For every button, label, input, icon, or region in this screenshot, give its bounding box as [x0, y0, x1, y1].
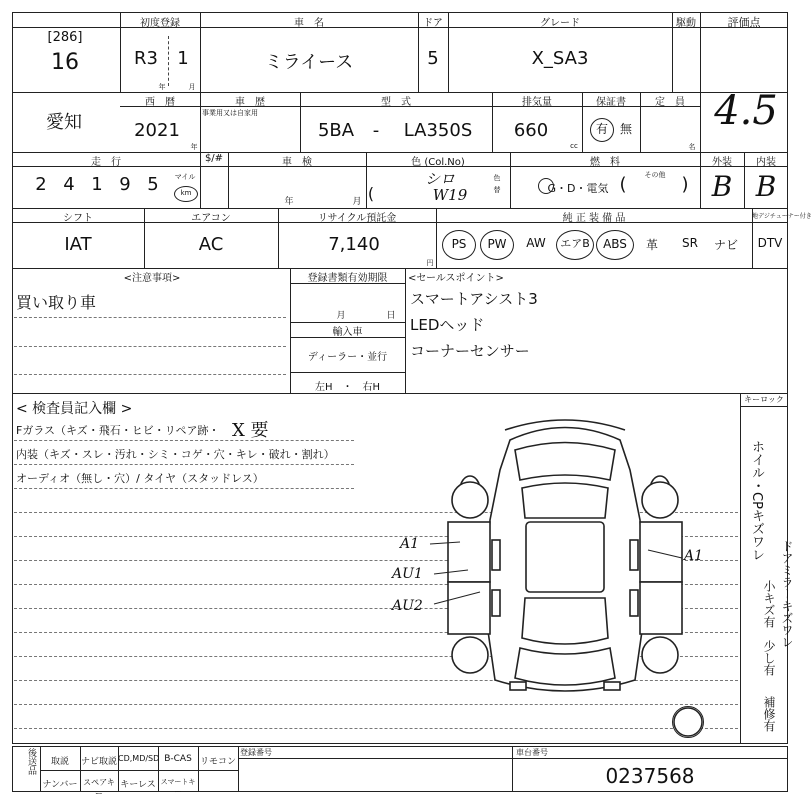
car-name: ミライース	[264, 52, 354, 73]
door-label: ドア	[423, 18, 443, 29]
side-note-repaired: 補修有	[762, 696, 776, 732]
lot-number: 16	[51, 50, 79, 75]
fuel-other: その他	[644, 171, 666, 179]
car-name-label: 車 名	[294, 18, 324, 29]
inspection-line-audio: オーディオ（無し・穴）/ タイヤ（スタッドレス）	[16, 472, 264, 485]
warranty-label: 保証書	[596, 97, 626, 108]
year-label: 年	[158, 83, 166, 91]
glass-note: X 要	[232, 420, 269, 441]
inspection-year: 年	[284, 197, 294, 207]
model-dash: -	[372, 120, 380, 141]
eval-label: 評価点	[727, 16, 761, 29]
mileage-digits	[30, 174, 170, 202]
damage-mark-left-front: A1	[400, 536, 420, 552]
equip-navi: ナビ	[713, 238, 738, 252]
paren-fuel-close: )	[681, 174, 689, 195]
first-reg-label: 初度登録	[140, 18, 180, 29]
color-label: 色 (Col.No)	[411, 157, 465, 168]
equip-dtv: DTV	[757, 236, 783, 250]
handle: 左H ・ 右H	[314, 382, 381, 393]
equip-abs: ABS	[596, 230, 634, 260]
damage-mark-left-rear: AU2	[392, 598, 423, 614]
displacement: 660	[513, 120, 549, 141]
chassis-label: 車台番号	[516, 748, 548, 757]
side-note-small-scratch: 小キズ有	[762, 580, 776, 628]
keyless-label: キーロック	[744, 395, 784, 404]
reg-doc-day: 日	[386, 311, 396, 321]
year-label-2: 年	[190, 143, 198, 151]
capacity-label: 定 員	[655, 97, 685, 108]
warranty-yes: 有	[590, 118, 614, 142]
tuner-label: 地デジチューナー付き	[752, 213, 812, 220]
mark-lines	[390, 530, 720, 620]
shift-label: シフト	[63, 213, 93, 224]
exterior-grade: B	[711, 170, 733, 203]
equip-ps: PS	[442, 230, 476, 260]
sales-label: <セールスポイント>	[408, 273, 504, 284]
damage-mark-right: A1	[684, 548, 704, 564]
sales-point: コーナーセンサー	[410, 342, 530, 360]
side-note-mirror: ドアミラーキズワレ	[780, 540, 794, 648]
displacement-label: 排気量	[522, 97, 552, 108]
fuel-label: 燃 料	[590, 157, 620, 168]
interior-label: 内装	[756, 157, 776, 168]
sales-point: LEDヘッド	[410, 316, 485, 334]
grade: X_SA3	[531, 48, 589, 69]
import-label: 輸入車	[332, 327, 363, 338]
shareki-label: 車 歴	[235, 97, 265, 108]
mileage-digit: 9	[119, 174, 131, 195]
footer-item-cdmd: CD,MD/SD	[118, 754, 160, 763]
shift: IAT	[64, 234, 92, 255]
drive-label: 駆動	[676, 18, 696, 29]
spare-circle	[672, 706, 704, 738]
lot-label: [286]	[47, 30, 83, 45]
caution-text: 買い取り車	[16, 293, 97, 312]
first-reg-month: 1	[177, 48, 189, 69]
reg-number-label: 登録番号	[240, 748, 272, 757]
damage-mark-left-door: AU1	[392, 566, 423, 582]
interior-grade: B	[755, 170, 777, 203]
model-prefix: 5BA	[317, 120, 355, 141]
side-note-slight: 少し有	[762, 640, 776, 676]
inspection-line-interior: 内装（キズ・スレ・汚れ・シミ・コゲ・穴・キレ・破れ・割れ）	[16, 448, 335, 461]
year: 2021	[134, 120, 180, 141]
model-label: 型 式	[381, 97, 411, 108]
equip-aw: AW	[526, 236, 546, 250]
footer-item-bcas: B-CAS	[164, 754, 192, 764]
cc-label: cc	[570, 142, 578, 150]
mileage-digit: 4	[63, 174, 75, 195]
recycle-amount: 7,140	[328, 234, 380, 255]
mileage-digit: 5	[147, 174, 159, 195]
month-label: 月	[188, 83, 196, 91]
ac: AC	[198, 234, 224, 255]
first-reg-era: R3	[134, 48, 158, 69]
footer-item-number: ナンバー	[42, 780, 78, 790]
mile-label: マイル	[174, 173, 196, 181]
paren-open: (	[367, 184, 375, 203]
footer-item-spare-key: スペアキー	[83, 778, 115, 798]
yen-label: 円	[426, 259, 434, 267]
ac-label: エアコン	[191, 213, 231, 224]
inspection-title: < 検査員記入欄 >	[16, 401, 133, 417]
color-change-label: 色替	[493, 174, 501, 194]
import-type: ディーラー・並行	[307, 352, 388, 363]
caution-label: <注意事項>	[123, 273, 181, 284]
recycle-label: リサイクル預託金	[317, 213, 397, 224]
grade-label: グレード	[540, 18, 580, 29]
equip-airbag: エアB	[556, 230, 594, 260]
inspection-month: 月	[352, 197, 362, 207]
inspection-line-glass: Fガラス（キズ・飛石・ヒビ・リペア跡・	[16, 424, 220, 437]
shareki-note: 事業用又は自家用	[202, 109, 258, 117]
footer-side-label: 後送品	[26, 748, 36, 775]
equipment-label: 純 正 装 備 品	[562, 213, 626, 224]
footer-item-manual: 取説	[50, 757, 69, 767]
mileage-digit: 1	[91, 174, 103, 195]
eval-score: 4.5	[714, 88, 778, 134]
prefecture: 愛知	[46, 112, 82, 133]
fuel-g-circle	[538, 178, 554, 194]
equip-leather: 革	[645, 238, 658, 252]
color-code: W19	[432, 186, 468, 204]
warranty-no: 無	[619, 122, 632, 136]
footer-item-keyless: キーレス	[120, 780, 156, 790]
chassis-number: 0237568	[605, 764, 695, 788]
inspection-label: 車 検	[282, 157, 312, 168]
model: LA350S	[403, 120, 473, 141]
capacity-unit: 名	[688, 143, 696, 151]
km-label: km	[174, 186, 198, 202]
dollar-label: $/#	[204, 153, 224, 164]
fuel-options: G・D・電気	[547, 182, 609, 195]
reg-doc-month: 月	[336, 311, 346, 321]
mileage-label: 走 行	[91, 157, 121, 168]
footer-item-navi-manual: ナビ取説	[80, 757, 117, 767]
mileage-digit: 2	[35, 174, 47, 195]
paren-fuel-open: (	[619, 174, 627, 195]
footer-item-smart-key: スマートキー	[160, 778, 196, 796]
exterior-label: 外装	[712, 157, 732, 168]
equip-pw: PW	[480, 230, 514, 260]
color-name: シロ	[424, 170, 455, 188]
reg-doc-label: 登録書類有効期限	[307, 273, 388, 284]
equipment-list	[440, 228, 788, 262]
doors: 5	[427, 48, 439, 69]
seireki-label: 西 暦	[145, 97, 175, 108]
sales-point: スマートアシスト3	[410, 290, 538, 308]
equip-sr: SR	[682, 236, 698, 250]
side-note-wheel: ホイル・CPキズワレ	[749, 440, 764, 561]
footer-item-remote: リモコン	[199, 757, 236, 767]
